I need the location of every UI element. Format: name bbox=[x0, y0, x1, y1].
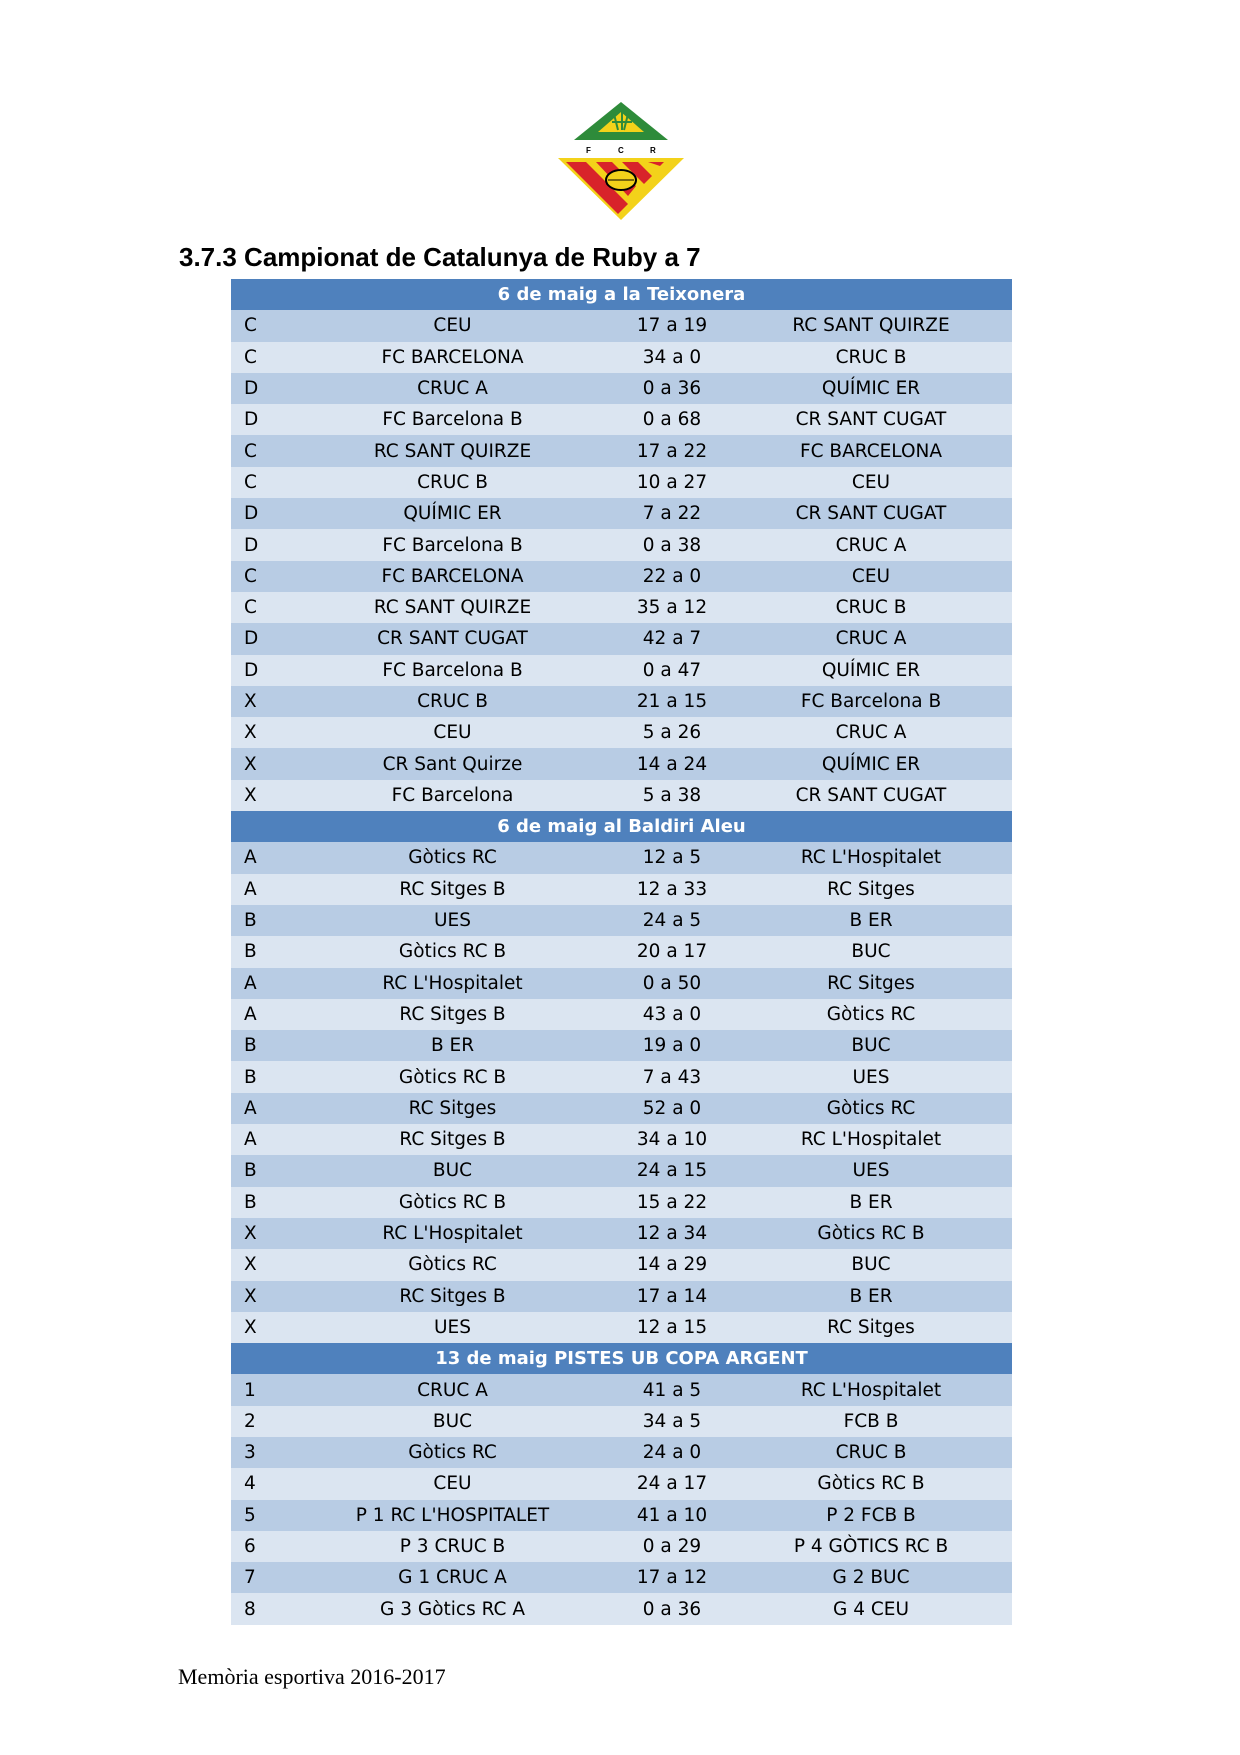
away-team-cell: CRUC A bbox=[835, 722, 907, 744]
score-cell: 14 a 29 bbox=[636, 1254, 708, 1276]
score-cell: 34 a 0 bbox=[642, 346, 702, 368]
score-cell: 5 a 26 bbox=[642, 722, 702, 744]
page-footer: Memòria esportiva 2016-2017 bbox=[178, 1664, 446, 1689]
score-cell: 17 a 12 bbox=[636, 1567, 708, 1589]
home-team-cell: P 1 RC L'HOSPITALET bbox=[355, 1504, 550, 1526]
match-row bbox=[231, 1468, 1012, 1499]
match-row bbox=[231, 748, 1012, 779]
score-cell: 24 a 0 bbox=[642, 1442, 702, 1464]
match-row bbox=[231, 1187, 1012, 1218]
home-team-cell: FC Barcelona B bbox=[382, 659, 523, 681]
match-row bbox=[231, 1124, 1012, 1155]
club-logo bbox=[556, 100, 686, 222]
group-cell: X bbox=[244, 691, 257, 712]
score-cell: 41 a 10 bbox=[636, 1504, 708, 1526]
group-cell: 2 bbox=[244, 1410, 256, 1432]
home-team-cell: P 3 CRUC B bbox=[399, 1536, 506, 1558]
group-cell: C bbox=[244, 471, 257, 493]
match-row bbox=[231, 561, 1012, 592]
score-cell: 41 a 5 bbox=[642, 1379, 702, 1401]
group-cell: B bbox=[244, 1066, 257, 1088]
match-row bbox=[231, 467, 1012, 498]
away-team-cell: Gòtics RC bbox=[826, 1097, 916, 1119]
match-row bbox=[231, 310, 1012, 341]
score-cell: 24 a 15 bbox=[636, 1160, 708, 1182]
group-cell: D bbox=[244, 378, 259, 400]
score-cell: 22 a 0 bbox=[642, 565, 702, 587]
home-team-cell: RC Sitges bbox=[408, 1097, 497, 1119]
away-team-cell: CRUC A bbox=[835, 628, 907, 650]
away-team-cell: RC L'Hospitalet bbox=[800, 1129, 942, 1151]
match-row bbox=[231, 1500, 1012, 1531]
match-row bbox=[231, 686, 1012, 717]
match-row bbox=[231, 874, 1012, 905]
match-row bbox=[231, 1093, 1012, 1124]
home-team-cell: B ER bbox=[430, 1035, 475, 1057]
group-cell: 8 bbox=[244, 1598, 256, 1620]
match-row bbox=[231, 905, 1012, 936]
away-team-cell: QUÍMIC ER bbox=[821, 659, 921, 681]
match-row bbox=[231, 1312, 1012, 1343]
score-cell: 24 a 5 bbox=[642, 910, 702, 932]
away-team-cell: RC L'Hospitalet bbox=[800, 847, 942, 869]
away-team-cell: RC Sitges bbox=[827, 972, 915, 994]
group-cell: 5 bbox=[244, 1504, 256, 1526]
match-row bbox=[231, 404, 1012, 435]
match-row bbox=[231, 1531, 1012, 1562]
group-cell: D bbox=[244, 503, 259, 525]
score-cell: 0 a 36 bbox=[642, 378, 702, 400]
home-team-cell: BUC bbox=[432, 1160, 473, 1182]
logo-letter-r: R bbox=[650, 146, 656, 155]
match-row bbox=[231, 592, 1012, 623]
home-team-cell: FC Barcelona B bbox=[382, 534, 523, 556]
score-cell: 14 a 24 bbox=[636, 753, 708, 775]
away-team-cell: B ER bbox=[849, 910, 893, 932]
group-cell: A bbox=[244, 1129, 257, 1151]
away-team-cell: BUC bbox=[851, 941, 891, 963]
away-team-cell: G 2 BUC bbox=[832, 1567, 910, 1589]
score-cell: 15 a 22 bbox=[636, 1191, 708, 1213]
score-cell: 0 a 68 bbox=[642, 409, 702, 431]
score-cell: 42 a 7 bbox=[642, 628, 702, 650]
group-cell: 4 bbox=[244, 1473, 256, 1495]
home-team-cell: CR Sant Quirze bbox=[382, 753, 523, 775]
match-row bbox=[231, 342, 1012, 373]
group-cell: X bbox=[244, 1223, 257, 1245]
away-team-cell: Gòtics RC bbox=[826, 1003, 916, 1025]
away-team-cell: CR SANT CUGAT bbox=[795, 503, 947, 525]
away-team-cell: P 2 FCB B bbox=[826, 1504, 916, 1526]
match-row bbox=[231, 1281, 1012, 1312]
group-cell: A bbox=[244, 972, 257, 994]
match-row bbox=[231, 373, 1012, 404]
group-cell: C bbox=[244, 346, 257, 368]
results-table bbox=[231, 279, 1012, 1625]
match-row bbox=[231, 1437, 1012, 1468]
home-team-cell: UES bbox=[434, 910, 471, 932]
group-cell: X bbox=[244, 1285, 257, 1307]
group-cell: D bbox=[244, 659, 259, 681]
score-cell: 12 a 33 bbox=[636, 878, 708, 900]
away-team-cell: FC BARCELONA bbox=[799, 440, 943, 462]
group-cell: X bbox=[244, 1316, 257, 1338]
away-team-cell: BUC bbox=[851, 1254, 891, 1276]
home-team-cell: CEU bbox=[433, 722, 472, 744]
score-cell: 7 a 43 bbox=[642, 1066, 702, 1088]
group-cell: X bbox=[244, 753, 257, 775]
match-row bbox=[231, 1406, 1012, 1437]
home-team-cell: CRUC B bbox=[417, 691, 488, 712]
group-cell: 7 bbox=[244, 1567, 256, 1589]
score-cell: 0 a 47 bbox=[642, 659, 702, 681]
group-cell: B bbox=[244, 1035, 257, 1057]
score-cell: 0 a 29 bbox=[642, 1536, 702, 1558]
home-team-cell: FC Barcelona bbox=[391, 784, 514, 806]
away-team-cell: QUÍMIC ER bbox=[821, 753, 921, 775]
away-team-cell: Gòtics RC B bbox=[817, 1223, 925, 1245]
away-team-cell: P 4 GÒTICS RC B bbox=[793, 1536, 949, 1558]
fcr-crest-icon bbox=[556, 100, 686, 222]
match-row bbox=[231, 780, 1012, 811]
match-row bbox=[231, 999, 1012, 1030]
score-cell: 7 a 22 bbox=[642, 503, 702, 525]
home-team-cell: QUÍMIC ER bbox=[403, 503, 502, 525]
score-cell: 52 a 0 bbox=[642, 1097, 702, 1119]
score-cell: 5 a 38 bbox=[642, 784, 702, 806]
group-cell: C bbox=[244, 597, 257, 619]
home-team-cell: CRUC A bbox=[417, 378, 488, 400]
group-cell: X bbox=[244, 722, 257, 744]
away-team-cell: Gòtics RC B bbox=[817, 1473, 925, 1495]
away-team-cell: CEU bbox=[851, 471, 891, 493]
score-cell: 20 a 17 bbox=[636, 941, 708, 963]
group-cell: B bbox=[244, 1191, 257, 1213]
group-cell: X bbox=[244, 784, 257, 806]
match-row bbox=[231, 1562, 1012, 1593]
group-cell: A bbox=[244, 1097, 257, 1119]
away-team-cell: G 4 CEU bbox=[832, 1598, 909, 1620]
section-title: 3.7.3 Campionat de Catalunya de Ruby a 7 bbox=[179, 242, 701, 272]
logo-letter-f: F bbox=[586, 146, 591, 155]
score-cell: 10 a 27 bbox=[636, 471, 708, 493]
home-team-cell: G 3 Gòtics RC A bbox=[380, 1598, 525, 1620]
group-cell: A bbox=[244, 878, 257, 900]
home-team-cell: CEU bbox=[433, 1473, 472, 1495]
home-team-cell: RC Sitges B bbox=[399, 1003, 506, 1025]
home-team-cell: FC Barcelona B bbox=[382, 409, 523, 431]
score-cell: 12 a 5 bbox=[642, 847, 702, 869]
match-row bbox=[231, 1061, 1012, 1092]
away-team-cell: RC Sitges bbox=[827, 1316, 915, 1338]
match-row bbox=[231, 435, 1012, 466]
away-team-cell: RC L'Hospitalet bbox=[800, 1379, 942, 1401]
group-cell: B bbox=[244, 1160, 257, 1182]
home-team-cell: RC Sitges B bbox=[399, 1129, 506, 1151]
match-row bbox=[231, 968, 1012, 999]
home-team-cell: RC L'Hospitalet bbox=[382, 1223, 523, 1245]
score-cell: 43 a 0 bbox=[642, 1003, 702, 1025]
score-cell: 0 a 36 bbox=[642, 1598, 702, 1620]
away-team-cell: CEU bbox=[851, 565, 891, 587]
home-team-cell: RC SANT QUIRZE bbox=[373, 440, 532, 462]
group-cell: C bbox=[244, 315, 257, 337]
home-team-cell: RC Sitges B bbox=[399, 878, 506, 900]
away-team-cell: B ER bbox=[849, 1285, 893, 1307]
home-team-cell: Gòtics RC B bbox=[398, 1191, 507, 1213]
home-team-cell: CRUC B bbox=[417, 471, 488, 493]
away-team-cell: BUC bbox=[851, 1035, 891, 1057]
score-cell: 17 a 19 bbox=[636, 315, 708, 337]
home-team-cell: Gòtics RC B bbox=[398, 941, 507, 963]
home-team-cell: CEU bbox=[433, 315, 472, 337]
score-cell: 34 a 5 bbox=[642, 1410, 702, 1432]
home-team-cell: UES bbox=[434, 1316, 471, 1338]
match-row bbox=[231, 842, 1012, 873]
section-header: 13 de maig PISTES UB COPA ARGENT bbox=[231, 1343, 1012, 1374]
away-team-cell: QUÍMIC ER bbox=[821, 378, 921, 400]
group-cell: 6 bbox=[244, 1536, 256, 1558]
match-row bbox=[231, 936, 1012, 967]
home-team-cell: RC L'Hospitalet bbox=[382, 972, 523, 994]
match-row bbox=[231, 623, 1012, 654]
home-team-cell: Gòtics RC bbox=[408, 1442, 497, 1464]
score-cell: 35 a 12 bbox=[636, 597, 708, 619]
group-cell: B bbox=[244, 910, 257, 932]
home-team-cell: Gòtics RC bbox=[408, 847, 497, 869]
match-row bbox=[231, 529, 1012, 560]
match-row bbox=[231, 1030, 1012, 1061]
score-cell: 17 a 22 bbox=[636, 440, 708, 462]
away-team-cell: RC Sitges bbox=[827, 878, 915, 900]
away-team-cell: CRUC B bbox=[835, 597, 907, 619]
score-cell: 12 a 34 bbox=[636, 1223, 708, 1245]
home-team-cell: Gòtics RC bbox=[408, 1254, 497, 1276]
group-cell: A bbox=[244, 1003, 257, 1025]
away-team-cell: UES bbox=[852, 1160, 890, 1182]
away-team-cell: CRUC B bbox=[835, 1442, 907, 1464]
away-team-cell: FCB B bbox=[843, 1410, 899, 1432]
group-cell: 1 bbox=[244, 1379, 256, 1401]
home-team-cell: FC BARCELONA bbox=[381, 565, 524, 587]
score-cell: 21 a 15 bbox=[636, 691, 708, 712]
score-cell: 24 a 17 bbox=[636, 1473, 708, 1495]
away-team-cell: RC SANT QUIRZE bbox=[792, 315, 950, 337]
group-cell: A bbox=[244, 847, 257, 869]
group-cell: D bbox=[244, 409, 259, 431]
home-team-cell: RC SANT QUIRZE bbox=[373, 597, 532, 619]
away-team-cell: CRUC B bbox=[835, 346, 907, 368]
home-team-cell: CR SANT CUGAT bbox=[377, 628, 528, 650]
match-row bbox=[231, 1155, 1012, 1186]
match-row bbox=[231, 655, 1012, 686]
score-cell: 0 a 38 bbox=[642, 534, 702, 556]
group-cell: 3 bbox=[244, 1442, 256, 1464]
match-row bbox=[231, 498, 1012, 529]
group-cell: D bbox=[244, 628, 259, 650]
group-cell: D bbox=[244, 534, 259, 556]
away-team-cell: CRUC A bbox=[835, 534, 907, 556]
score-cell: 17 a 14 bbox=[636, 1285, 708, 1307]
logo-letter-c: C bbox=[618, 146, 624, 155]
match-row bbox=[231, 1593, 1012, 1624]
score-cell: 19 a 0 bbox=[642, 1035, 702, 1057]
score-cell: 34 a 10 bbox=[636, 1129, 708, 1151]
home-team-cell: BUC bbox=[432, 1410, 473, 1432]
home-team-cell: Gòtics RC B bbox=[398, 1066, 507, 1088]
group-cell: B bbox=[244, 941, 257, 963]
away-team-cell: CR SANT CUGAT bbox=[795, 784, 947, 806]
score-cell: 12 a 15 bbox=[636, 1316, 708, 1338]
group-cell: X bbox=[244, 1254, 257, 1276]
away-team-cell: CR SANT CUGAT bbox=[795, 409, 947, 431]
home-team-cell: RC Sitges B bbox=[399, 1285, 506, 1307]
home-team-cell: G 1 CRUC A bbox=[398, 1567, 507, 1589]
section-header: 6 de maig a la Teixonera bbox=[231, 279, 1012, 310]
group-cell: C bbox=[244, 440, 257, 462]
score-cell: 0 a 50 bbox=[642, 972, 702, 994]
away-team-cell: UES bbox=[852, 1066, 890, 1088]
home-team-cell: FC BARCELONA bbox=[381, 346, 524, 368]
match-row bbox=[231, 717, 1012, 748]
away-team-cell: FC Barcelona B bbox=[800, 691, 942, 712]
away-team-cell: B ER bbox=[849, 1191, 893, 1213]
group-cell: C bbox=[244, 565, 257, 587]
match-row bbox=[231, 1374, 1012, 1405]
home-team-cell: CRUC A bbox=[417, 1379, 488, 1401]
match-row bbox=[231, 1249, 1012, 1280]
section-header: 6 de maig al Baldiri Aleu bbox=[231, 811, 1012, 842]
match-row bbox=[231, 1218, 1012, 1249]
